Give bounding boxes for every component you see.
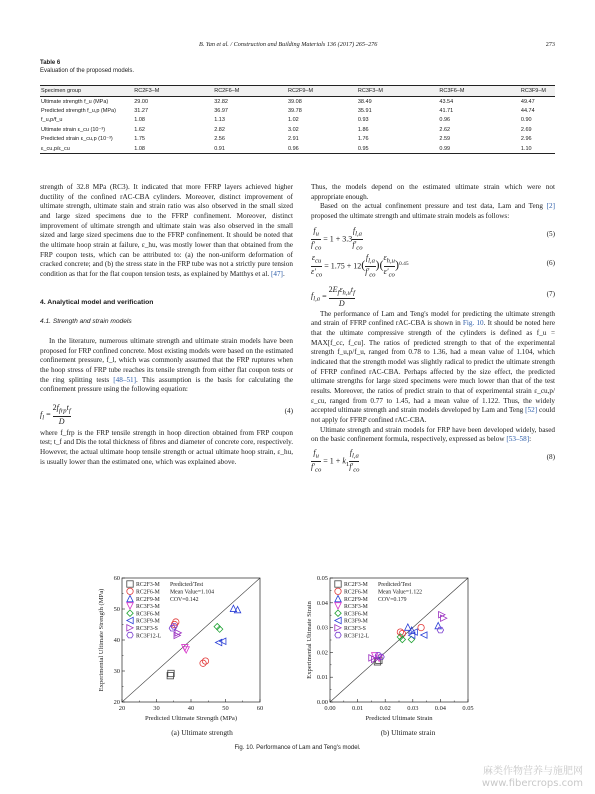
y-tick-label: 50: [113, 606, 120, 613]
equation-5: $\frac{f_u}{f'_{co}}$ = 1 + 3.3 $\frac{f_{l,a}}{f'_{co}}$ (5): [311, 225, 555, 252]
y-tick-label: 30: [113, 668, 120, 675]
legend-label: RC3F12-L: [136, 633, 162, 640]
legend: [127, 581, 162, 640]
table-cell: 1.02: [287, 117, 299, 124]
y-tick-label: 0.00: [316, 699, 328, 706]
y-axis-label: Experimental Ultimate Strain: [306, 601, 313, 679]
equation-6: $\varepsilon_{cu}$ $\varepsilon'_{co}$ = 1.75 + 12( $\frac{f_{l,a}}{f'_{co}}$ )( $\frac{\varepsilon_{h,u}}{\varepsilon'_{co}}$ )$^{0.45}$ (6): [311, 252, 555, 279]
paragraph: In the literature, numerous ultimate strength and ultimate strain models have been proposed for FRP confined concrete. Most existing models were based on the estimated confinement pressure, f_l, which was commonly assumed that the FRP ruptures when the hoop stress of FRP tube reaches its tensile strength from either flat coupon tests or the ring splitting tests [48–51]. This assumption is the basis for calculating the confinement pressure using the following equation:: [40, 336, 293, 394]
equation-number: (4): [284, 406, 293, 415]
legend-label: RC3F3-S: [344, 626, 366, 632]
y-tick-label: 60: [113, 575, 120, 582]
legend-label: RC3F3-S: [136, 626, 158, 632]
x-tick-label: 30: [153, 705, 160, 712]
table-cell: 49.47: [520, 98, 535, 105]
legend-marker: [127, 581, 133, 587]
y-tick-label: 0.03: [316, 624, 328, 632]
column-header: RC3F9–M: [520, 86, 555, 97]
table-cell: 39.08: [287, 98, 302, 105]
table-cell: 1.10: [520, 144, 555, 154]
equation-number: (8): [546, 452, 555, 461]
table-cell: 1.08: [133, 144, 213, 154]
y-tick-label: 0.02: [316, 649, 328, 657]
table-cell: f_u,p/f_u: [41, 117, 63, 124]
table-cell: 29.00: [134, 98, 149, 105]
citation-link[interactable]: [48–51]: [113, 375, 137, 384]
citation-link[interactable]: [47]: [270, 269, 283, 278]
table-cell: 3.02: [287, 126, 299, 133]
stats-text: Mean Value=1.104: [170, 589, 215, 596]
legend-marker: [335, 603, 341, 609]
citation-link[interactable]: [53–58]: [506, 435, 530, 444]
data-points: [167, 605, 241, 679]
table-cell: 1.75: [134, 136, 145, 143]
data-points: [369, 612, 447, 666]
paragraph: strength of 32.8 MPa (RC3). It indicated that more FFRP layers achieved higher ductility of the confined rAC-CBA cylinders. Moreover, distinct improvement of ultimate strength, ultimate stain and strain ratio was also observed in the small sized and large sized specimens due to the FFRP confinement. Moreover, distinct improvement of ultimate strength and ultimate stain was also observed in the small sized and large sized specimens due to the FFRP confinement. It should be noted that the ultimate hoop strain at failure, ε_hu, was mostly lower than that obtained from the FRP coupon tests, which can be attributed to: (a) the non-uniform deformation of cracked concrete; and (b) the stress state in the FRP tube was not a strictly pure tension condition as that for the flat coupon tension tests, as explained by Matthys et al. [47].: [40, 183, 293, 278]
legend-label: RC3F6-M: [344, 611, 368, 618]
y-tick-label: 20: [113, 699, 120, 706]
table-cell: 0.93: [357, 117, 369, 124]
x-tick-label: 0.04: [434, 705, 446, 712]
table-cell: 1.08: [134, 117, 145, 124]
table-cell: 1.13: [214, 117, 225, 124]
legend-marker: [335, 610, 341, 616]
y-tick-label: 0.01: [316, 674, 328, 682]
table-cell: 38.49: [357, 98, 372, 105]
legend-marker: [335, 588, 341, 594]
table-cell: 2.96: [520, 136, 532, 143]
legend-label: RC2F3-M: [344, 582, 368, 589]
table-cell: 36.97: [214, 108, 228, 115]
table-cell: 2.69: [520, 126, 532, 133]
table-cell: 0.90: [520, 117, 532, 124]
table-body: [40, 97, 555, 154]
table-row: [40, 97, 555, 107]
x-tick-label: 0.05: [462, 705, 474, 712]
y-axis-label: Experimental Ultimate Strength (MPa): [98, 588, 105, 692]
figure-caption: Fig. 10. Performance of Lam and Teng's model.: [234, 745, 361, 751]
legend-marker: [127, 625, 133, 631]
journal-citation: B. Yan et al. / Construction and Building Materials 136 (2017) 265–276: [199, 41, 378, 48]
table-cell: 0.96: [439, 117, 451, 124]
left-column: [40, 183, 293, 467]
table-cell: Predicted strength f_u,p (MPa): [41, 108, 116, 115]
table-cell: 0.91: [213, 144, 287, 154]
strain-scatter-chart: [300, 572, 520, 740]
table-cell: ε_cu,p/ε_cu: [40, 144, 133, 154]
subsection-heading: 4.1. Strength and strain models: [40, 318, 132, 326]
table-cell: 41.71: [439, 108, 454, 115]
table-cell: 35.91: [357, 108, 372, 115]
data-point: [408, 636, 414, 642]
table-cell: 43.54: [439, 98, 454, 105]
table-cell: 2.82: [214, 126, 225, 133]
table-cell: 0.99: [438, 144, 520, 154]
x-tick-label: 0.03: [407, 705, 419, 712]
legend-marker: [335, 617, 341, 623]
y-tick-label: 0.05: [316, 575, 328, 582]
table-cell: 1.86: [357, 126, 369, 133]
stats-text: COV=0.142: [170, 596, 199, 603]
table-cell: Ultimate strength f_u (MPa): [41, 98, 109, 105]
legend-label: RC2F6-M: [344, 589, 368, 596]
data-point: [421, 632, 427, 638]
column-header: RC2F9–M: [287, 86, 357, 97]
legend-marker: [127, 632, 133, 638]
paragraph: Based on the actual confinement pressure and test data, Lam and Teng [2] proposed the ultimate strength and ultimate strain models as follows:: [311, 202, 556, 220]
table-caption: [40, 59, 134, 75]
x-axis-label: Predicted Ultimate Strength (MPa): [144, 715, 238, 722]
y-tick-label: 0.04: [316, 599, 328, 607]
table-cell: 1.76: [357, 136, 369, 143]
equation-8: $\frac{f_u}{f'_{co}}$ = $1 + k_1$ $\frac{f_{l,a}}{f'_{co}}$ (8): [311, 447, 555, 474]
legend-label: RC3F3-M: [136, 604, 160, 611]
legend-label: RC3F12-L: [344, 633, 370, 640]
stats-text: Predicted/Test: [378, 582, 412, 589]
legend-label: RC2F9-M: [344, 596, 368, 603]
table-row: [40, 106, 555, 115]
subfigure-caption-a: (a) Ultimate strength: [171, 728, 233, 737]
table-cell: 1.62: [134, 126, 145, 133]
data-point: [437, 627, 443, 633]
x-tick-label: 50: [222, 705, 229, 712]
stats-text: COV=0.179: [378, 596, 407, 603]
citation-link[interactable]: [52]: [525, 406, 538, 415]
paragraph: The performance of Lam and Teng's model for predicting the ultimate strength and strain of FFRP confined rAC-CBA is shown in Fig. 10. It should be noted here that the ultimate compressive strength of the cylinders is defined as f_u = MAX[f_cc, f_cu]. The ratios of predicted strength to that of the experimental strength f_u,p/f_u, ranged from 0.78 to 1.36, had a mean value of 1.104, which indicated that the strength model was slightly radical to predict the ultimate strength of FFRP confined rAC-CBA. Perhaps affected by the size effect, the predicted ultimate strengths for large sized specimens were much lower than that of the test results. Moreover, the ratios of predict strain to that of experimental strain ε_cu,p/ε_cu, ranged from 0.77 to 1.45, had a mean value of 1.122. Thus, the widely accepted ultimate strength and strain models developed by Lam and Teng [52] could not apply for FFRP confined rAC-CBA.: [311, 309, 556, 424]
table-row: [40, 116, 555, 125]
legend-label: RC2F6-M: [136, 589, 160, 596]
legend: [335, 581, 370, 640]
x-tick-label: 20: [118, 705, 126, 712]
legend-marker: [335, 581, 341, 587]
figure-link[interactable]: Fig. 10: [462, 319, 484, 328]
table-row: [40, 144, 555, 154]
section-heading: 4. Analytical model and verification: [40, 298, 154, 306]
data-point: [441, 615, 447, 621]
table-row: [40, 135, 555, 144]
column-header: RC2F6–M: [213, 86, 287, 97]
y-tick-label: 40: [113, 637, 120, 644]
equation-number: (7): [546, 289, 555, 298]
table-cell: Ultimate strain ε_cu (10⁻³): [41, 126, 106, 133]
table-cell: 39.78: [287, 108, 302, 115]
table-row: [40, 125, 555, 134]
paragraph: where f_frp is the FRP tensile strength in hoop direction obtained from FRP coupon test; t_f and Dis the total thickness of fibres and diameter of concrete core, respectively. However, the actual ultimate hoop tensile strength or actual ultimate hoop strain, ε_hu, is usually lower than the estimated one, which was explained above.: [40, 428, 293, 466]
legend-label: RC3F6-M: [136, 611, 160, 618]
paragraph: Thus, the models depend on the estimated ultimate strain which were not appropriate enough.: [311, 183, 555, 201]
column-header: RC2F3–M: [133, 86, 213, 97]
x-tick-label: 40: [187, 705, 195, 712]
column-header: RC3F6–M: [438, 86, 520, 97]
citation-link[interactable]: [2]: [546, 202, 556, 211]
legend-marker: [127, 617, 133, 623]
evaluation-table: [40, 85, 555, 154]
legend-marker: [335, 632, 341, 638]
column-header: Specimen group: [40, 86, 133, 97]
legend-label: RC2F3-M: [136, 582, 160, 589]
legend-label: RC3F9-M: [136, 618, 160, 625]
stats-text: Mean Value=1.122: [378, 589, 423, 596]
right-column: [311, 183, 556, 474]
data-point: [418, 624, 424, 630]
table-cell: 0.96: [287, 144, 357, 154]
equation-number: (5): [546, 229, 555, 238]
table-cell: Predicted strain ε_cu,p (10⁻³): [41, 136, 113, 143]
x-axis-label: Predicted Ultimate Strain: [365, 715, 433, 722]
legend-marker: [127, 588, 133, 594]
column-header: RC3F3–M: [357, 86, 439, 97]
stats-text: Predicted/Test: [170, 582, 204, 589]
legend-label: RC2F9-M: [136, 596, 160, 603]
table-cell: 44.74: [520, 108, 535, 115]
equation-7: $f_{l,a}$ = $2E_f\varepsilon_{h,u}t_f$ D (7): [311, 284, 555, 308]
x-tick-label: 0.00: [324, 705, 336, 712]
x-tick-label: 0.01: [352, 705, 364, 712]
table-cell: 2.56: [214, 136, 225, 143]
legend-marker: [127, 610, 133, 616]
table-cell: 31.27: [134, 108, 149, 115]
table-cell: 32.82: [214, 98, 228, 105]
legend-marker: [127, 603, 133, 609]
equation-number: (6): [546, 258, 555, 267]
legend-marker: [127, 595, 133, 601]
table-cell: 2.59: [439, 136, 451, 143]
table-cell: 2.62: [439, 126, 451, 133]
table-title: Evaluation of the proposed models.: [40, 68, 135, 74]
page-number: 273: [545, 41, 555, 48]
table-label: Table 6: [40, 60, 61, 66]
table-header-row: [40, 86, 555, 97]
legend-label: RC3F9-M: [344, 618, 368, 625]
legend-marker: [335, 625, 341, 631]
legend-label: RC3F3-M: [344, 604, 368, 611]
subfigure-caption-b: (b) Ultimate strain: [380, 728, 436, 737]
x-tick-label: 0.02: [379, 705, 391, 712]
table-cell: 0.95: [357, 144, 439, 154]
legend-marker: [335, 595, 341, 601]
data-point: [220, 638, 226, 644]
paragraph: Ultimate strength and strain models for FRP have been developed widely, based on the basic confinement formula, respectively, expressed as below [53–58]:: [311, 425, 555, 444]
watermark: 麻类作物营养与施肥网 www.fibercrops.com: [481, 766, 583, 789]
equation-4: $f_l$ = $2f_{frp}t_f$ D (4): [40, 402, 293, 427]
table-cell: 2.91: [287, 136, 299, 143]
x-tick-label: 60: [256, 705, 264, 712]
strength-scatter-chart: [92, 572, 312, 740]
